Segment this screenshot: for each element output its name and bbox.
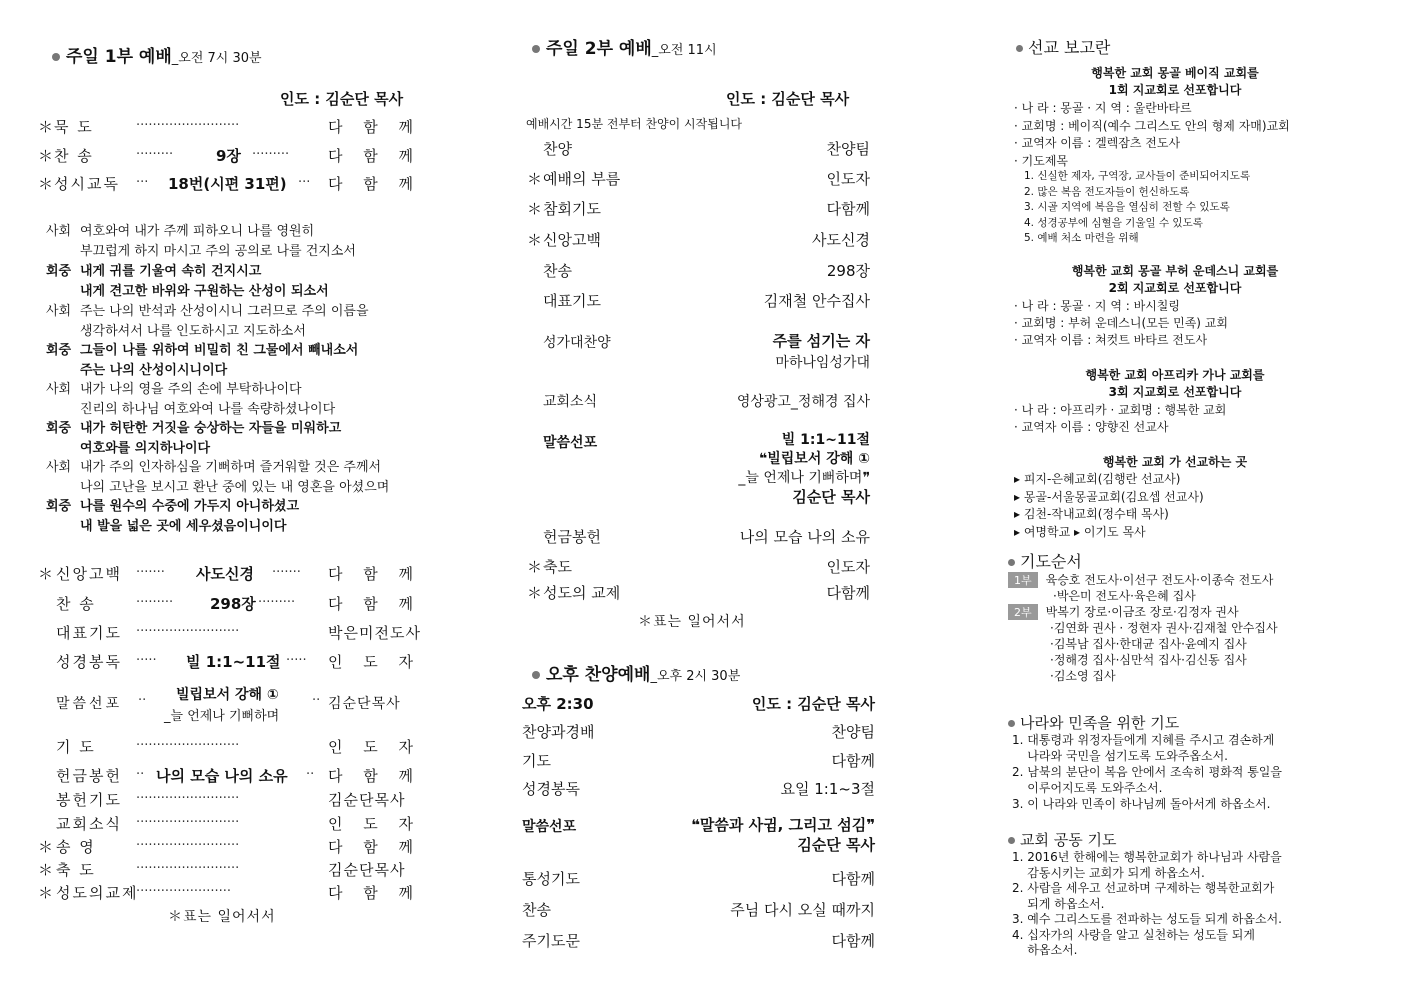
bullet-icon [1008,720,1015,727]
order-value: 다 함 께 [328,767,422,785]
mission-place: ▸ 몽골-서울몽골교회(김요셉 선교사) [1014,489,1204,504]
dots: ························· [136,624,240,639]
col2-title: 주일 2부 예배_오전 11시 [532,34,717,59]
church-info: · 교역자 이름 : 겔렉잠츠 전도사 [1014,136,1181,150]
dots: ························· [136,791,240,806]
church-prayer-line: 되게 하옵소서. [1012,896,1105,911]
church-prayer-line: 1. 2016년 한해에는 행복한교회가 하나님과 사람을 [1012,850,1282,864]
order-label: 성경봉독 [522,780,580,798]
col2-note: 예배시간 15분 전부터 찬양이 시작됩니다 [526,117,743,131]
order-label: 성도의교제 [56,884,139,902]
order-value: 찬양팀 [826,140,870,158]
prayer-item: 4. 성경공부에 심혈을 기울일 수 있도록 [1024,216,1203,229]
stand-mark: ＊ [38,147,54,165]
order-label: 성시교독 [54,175,120,193]
order-label: 대표기도 [543,292,601,310]
prayer-item: 3. 시골 지역에 복음을 열심히 전할 수 있도록 [1024,201,1230,213]
prayer-order-line: ·김소영 집사 [1050,669,1116,683]
news-value: 영상광고_정해경 집사 [736,394,870,410]
sermon-label: 말씀선포 [543,435,598,451]
order-label: 통성기도 [522,870,580,888]
order-value: 다 함 께 [328,147,422,165]
dots: ·· [138,693,147,708]
order-label: 성경봉독 [56,653,122,671]
sermon-subtitle: _늘 언제나 기뻐하며❞ [738,470,870,486]
church-prayer-line: 3. 예수 그리스도를 전파하는 성도들 되게 하옵소서. [1012,912,1282,926]
order-item: 9장 [216,147,241,165]
dots: ········· [252,147,290,162]
order-value: 인도자 [826,170,870,188]
order-label: 헌금봉헌 [543,528,601,546]
stand-mark: ＊ [527,584,543,602]
order-value: 다함께 [831,932,875,950]
reading-speaker: 사회 [46,382,72,397]
order-value: 사도신경 [812,231,870,249]
dots: ····· [136,653,157,668]
order-label: 찬 송 [56,595,96,613]
reading-line: 나를 원수의 수중에 가두지 아니하셨고 [80,499,300,514]
church-prayer-line: 감동시키는 교회가 되게 하옵소서. [1012,865,1205,880]
stand-mark: ＊ [38,884,54,902]
church-prayer-title: 교회 공동 기도 [1008,829,1116,850]
reading-speaker: 사회 [46,304,72,319]
choir-name: 마하나임성가대 [775,355,870,371]
nation-prayer-line: 이루어지도록 도와주소서. [1012,781,1163,795]
reading-speaker: 사회 [46,460,72,475]
church-heading: 행복한 교회 아프리카 가나 교회를 [1085,368,1265,382]
nation-prayer-line: 1. 대통령과 위정자들에게 지혜를 주시고 겸손하게 [1012,733,1275,747]
reading-line: 내게 견고한 바위와 구원하는 산성이 되소서 [80,284,329,299]
church-heading: 3회 지교회로 선포합니다 [1108,385,1242,399]
order-value: 인도자 [826,558,870,576]
prayer-order-title: 기도순서 [1008,549,1082,572]
order-value: 다 함 께 [328,175,422,193]
reading-speaker: 사회 [46,224,72,239]
order-label: 찬양과경배 [522,723,595,741]
church-prayer-line: 4. 십자가의 사랑을 알고 실천하는 성도들 되게 [1012,927,1255,942]
order-value: 다함께 [826,584,870,602]
sermon-label: 말씀선포 [56,696,123,712]
reading-line: 내가 허탄한 거짓을 숭상하는 자들을 미워하고 [80,421,342,436]
pm-leader: 인도 : 김순단 목사 [751,695,875,713]
church-info: · 나 라 : 몽골 · 지 역 : 울란바타르 [1014,101,1192,115]
bullet-icon [1008,559,1015,566]
stand-mark: ＊ [38,118,54,136]
dots: ······· [272,565,301,580]
order-item: 298장 [210,595,256,613]
dots: ························· [136,738,240,753]
dots: ······· [136,565,165,580]
sermon-ref: 빌 1:1~11절 [781,432,870,448]
mission-place: ▸ 여명학교 ▸ 이기도 목사 [1014,524,1146,539]
dots: ····· [286,653,307,668]
mission-title: 선교 보고란 [1016,35,1110,58]
stand-mark: ＊ [527,558,543,576]
bullet-icon [532,45,540,53]
church-heading: 1회 지교회로 선포합니다 [1108,83,1242,97]
col1-footnote: ＊표는 일어서서 [168,909,276,925]
church-info: · 교역자 이름 : 양향진 선교사 [1014,420,1169,434]
nation-title: 나라와 민족을 위한 기도 [1008,712,1179,733]
mission-place: ▸ 피지-은혜교회(김행란 선교사) [1014,472,1181,486]
order-value: 인 도 자 [328,738,422,756]
church-prayer-line: 2. 사람을 세우고 선교하며 구제하는 행복한교회가 [1012,881,1275,895]
reading-line: 여호와여 내가 주께 피하오니 나를 영원히 [80,224,315,239]
dots: ·· [312,693,321,708]
col1-leader: 인도 : 김순단 목사 [280,90,404,108]
order-label: 대표기도 [56,624,122,642]
order-label: 예배의 부름 [543,170,621,188]
order-value: 인 도 자 [328,653,422,671]
dots: ························· [136,838,240,853]
reading-line: 주는 나의 반석과 산성이시니 그러므로 주의 이름을 [80,304,369,319]
church-heading: 행복한 교회 몽골 부허 운데스니 교회를 [1071,264,1279,278]
bullet-icon [1016,45,1023,52]
order-label: 찬송 [522,901,551,919]
order-label: 주기도문 [522,932,580,950]
stand-mark: ＊ [527,231,543,249]
reading-line: 주는 나의 산성이시니이다 [80,363,228,378]
order-item: 나의 모습 나의 소유 [156,767,288,785]
dots: ·· [306,767,315,782]
church-info: · 나 라 : 아프리카 · 교회명 : 행복한 교회 [1014,403,1227,417]
order-label: 봉헌기도 [56,791,122,809]
nation-prayer-line: 나라와 국민을 섬기도록 도와주옵소서. [1012,749,1228,763]
church-heading: 행복한 교회 가 선교하는 곳 [1102,455,1248,469]
stand-mark: ＊ [527,200,543,218]
order-label: 찬양 [543,140,572,158]
order-item: 18번(시편 31편) [168,175,287,193]
prayer-order-1: 1부 육승호 전도사·이선구 전도사·이종숙 전도사 [1008,571,1273,588]
col1-title: 주일 1부 예배_오전 7시 30분 [52,42,262,67]
reading-line: 여호와를 의지하나이다 [80,441,211,456]
news-label: 교회소식 [543,394,598,410]
reading-line: 진리의 하나님 여호와여 나를 속량하셨나이다 [80,402,336,417]
reading-speaker: 회중 [46,421,72,436]
reading-line: 내가 나의 영을 주의 손에 부탁하나이다 [80,382,302,397]
order-value: 다함께 [831,752,875,770]
dots: ······················· [136,884,232,899]
order-value: 다 함 께 [328,838,422,856]
reading-line: 나의 고난을 보시고 환난 중에 있는 내 영혼을 아셨으며 [80,480,390,495]
sermon-preacher: 김순단 목사 [792,488,870,506]
order-label: 찬송 [543,262,572,280]
reading-speaker: 회중 [46,499,72,514]
bullet-icon [52,53,60,61]
church-info: · 기도제목 [1014,153,1068,168]
order-label: 성도의 교제 [543,584,621,602]
stand-mark: ＊ [38,838,54,856]
dots: ·· [136,767,145,782]
order-label: 기 도 [56,738,96,756]
choir-label: 성가대찬양 [543,335,611,351]
sermon-preacher: 김순단 목사 [797,836,875,854]
prayer-order-2: 2부 박복기 장로·이금조 장로·김정자 권사 [1008,603,1239,620]
order-label: 기도 [522,752,551,770]
order-label: 묵 도 [54,118,94,136]
church-info: · 교회명 : 부허 운데스니(모든 민족) 교회 [1014,316,1228,330]
dots: ··· [136,175,149,190]
reading-line: 내게 귀를 기울여 속히 건지시고 [80,264,262,279]
choir-title: 주를 섬기는 자 [772,332,870,350]
sermon-preacher: 김순단목사 [328,696,401,712]
stand-mark: ＊ [527,170,543,188]
col2-footnote: ＊표는 일어서서 [638,614,746,630]
dots: ········· [136,147,174,162]
church-prayer-line: 하옵소서. [1012,943,1078,957]
order-label: 찬 송 [54,147,94,165]
reading-line: 부끄럽게 하지 마시고 주의 공의로 나를 건지소서 [80,244,356,259]
reading-speaker: 회중 [46,343,72,358]
prayer-item: 2. 많은 복음 전도자들이 헌신하도록 [1024,185,1190,198]
prayer-item: 5. 예배 처소 마련을 위해 [1024,232,1139,244]
order-label: 축 도 [56,861,96,879]
dots: ························· [136,815,240,830]
prayer-order-1b: ·박은미 전도사·육은혜 집사 [1053,589,1196,603]
order-label: 송 영 [56,838,96,856]
order-value: 찬양팀 [831,723,875,741]
nation-prayer-line: 2. 남북의 분단이 복음 안에서 조속히 평화적 통일을 [1012,765,1282,779]
order-value: 다함께 [831,870,875,888]
order-value: 다 함 께 [328,884,422,902]
order-label: 축도 [543,558,572,576]
pm-title: 오후 찬양예배_오후 2시 30분 [532,660,740,685]
order-value: 다 함 께 [328,565,422,583]
order-item: 사도신경 [196,565,254,583]
reading-line: 그들이 나를 위하여 비밀히 친 그물에서 빼내소서 [80,343,359,358]
order-label: 교회소식 [56,815,122,833]
stand-mark: ＊ [38,175,54,193]
order-value: 주님 다시 오실 때까지 [730,901,875,919]
sermon-title: 빌립보서 강해 ① [176,687,279,703]
order-label: 신앙고백 [56,565,122,583]
nation-prayer-line: 3. 이 나라와 민족이 하나님께 돌아서게 하옵소서. [1012,797,1271,811]
mission-place: ▸ 김천-작내교회(정수태 목사) [1014,507,1169,521]
order-value: 김순단목사 [328,791,406,809]
prayer-order-line: ·정해경 집사·심만석 집사·김신동 집사 [1050,653,1247,667]
reading-speaker: 회중 [46,264,72,279]
reading-line: 내 발을 넓은 곳에 세우셨음이니이다 [80,519,287,534]
order-value: 인 도 자 [328,815,422,833]
reading-line: 생각하셔서 나를 인도하시고 지도하소서 [80,324,306,339]
order-value: 김재철 안수집사 [763,292,870,310]
church-heading: 2회 지교회로 선포합니다 [1108,281,1242,295]
order-value: 298장 [826,262,870,280]
bullet-icon [1008,837,1015,844]
prayer-order-line: ·김복남 집사·한대균 집사·윤예지 집사 [1050,637,1247,651]
order-label: 헌금봉헌 [56,767,122,785]
stand-mark: ＊ [38,861,54,879]
prayer-item: 1. 신실한 제자, 구역장, 교사들이 준비되어지도록 [1024,170,1251,182]
reading-line: 내가 주의 인자하심을 기뻐하며 즐거워할 것은 주께서 [80,460,382,475]
order-item: 빌 1:1~11절 [186,653,281,671]
order-value: 다 함 께 [328,595,422,613]
service-tag: 2부 [1008,604,1038,620]
dots: ········· [258,595,296,610]
dots: ··· [298,175,311,190]
sermon-label: 말씀선포 [522,819,577,835]
sermon-subtitle: _늘 언제나 기뻐하며 [164,709,280,724]
church-info: · 교역자 이름 : 쳐컷트 바타르 전도사 [1014,333,1208,347]
order-value: 박은미전도사 [328,624,421,642]
prayer-order-line: ·김연화 권사 · 정현자 권사·김재철 안수집사 [1050,621,1278,635]
order-value: 요일 1:1~3절 [780,780,875,798]
church-heading: 행복한 교회 몽골 베이직 교회를 [1091,66,1259,80]
service-tag: 1부 [1008,572,1038,588]
stand-mark: ＊ [38,565,54,583]
order-value: 김순단목사 [328,861,406,879]
dots: ········· [136,595,174,610]
order-value: 다 함 께 [328,118,422,136]
bullet-icon [532,671,540,679]
church-info: · 교회명 : 베이직(예수 그리스도 안의 형제 자매)교회 [1014,118,1290,133]
dots: ························· [136,118,240,133]
sermon-title: ❝말씀과 사귐, 그리고 섬김❞ [691,816,875,834]
sermon-title: ❝빌립보서 강해 ① [759,451,870,467]
order-value: 나의 모습 나의 소유 [739,528,870,546]
order-label: 신앙고백 [543,231,601,249]
pm-time: 오후 2:30 [522,695,594,713]
order-value: 다함께 [826,200,870,218]
church-info: · 나 라 : 몽골 · 지 역 : 바시칠링 [1014,299,1180,313]
order-label: 참회기도 [543,200,601,218]
dots: ························· [136,861,240,876]
col2-leader: 인도 : 김순단 목사 [726,90,850,108]
